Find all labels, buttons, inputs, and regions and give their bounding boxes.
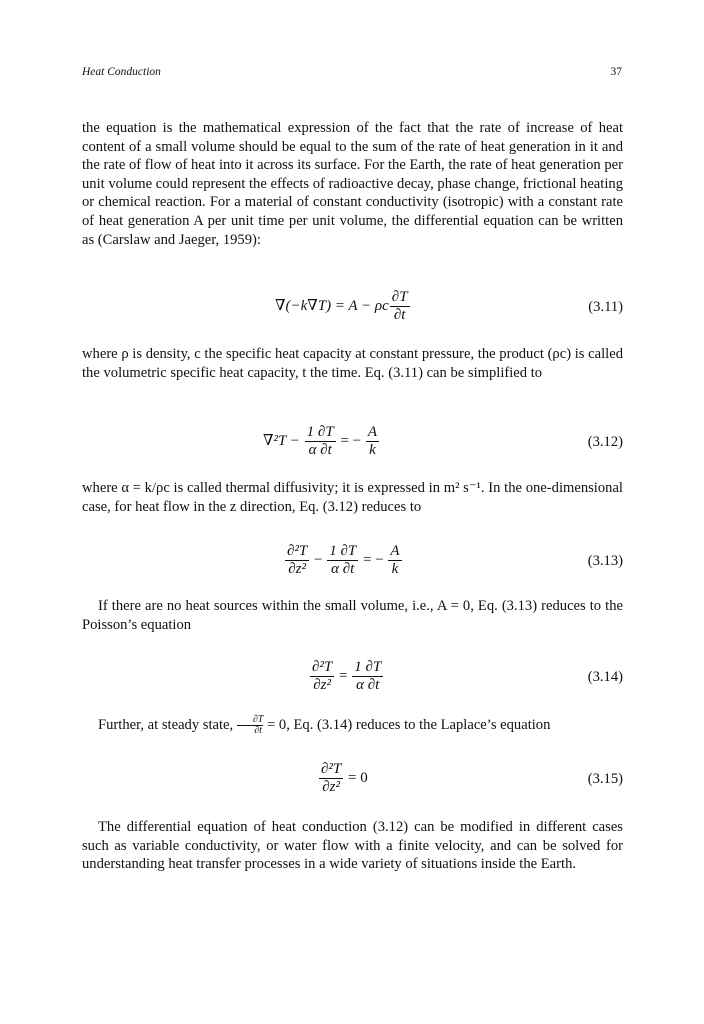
paragraph-laplace [82, 715, 623, 736]
inline-frac-den: ∂t [254, 725, 262, 736]
equation-3-12-label: (3.12) [587, 434, 623, 450]
paragraph-laplace-before: Further, at steady state, [98, 716, 234, 733]
eq314-f0-den: ∂z² [313, 677, 331, 693]
eq313-fraction-0 [285, 543, 309, 578]
inline-frac-num: ∂T [237, 715, 264, 726]
eq315-f0-num: ∂²T [321, 761, 342, 777]
equation-3-12-expression [263, 424, 380, 459]
eq313-f1-den: α ∂t [331, 561, 355, 577]
equation-3-14-label: (3.14) [587, 669, 623, 685]
inline-dT-dt-fraction [237, 715, 264, 736]
equation-3-12 [82, 424, 623, 464]
eq311-num: ∂T [391, 289, 408, 305]
running-title: Heat Conduction [82, 66, 161, 78]
eq311-den: ∂t [393, 307, 406, 323]
eq314-f1-num: 1 ∂T [354, 659, 382, 675]
paragraph-laplace-after: = 0, Eq. (3.14) reduces to the Laplace’s equation [267, 716, 551, 733]
eq312-f2-num: A [367, 424, 378, 440]
eq313-f0-den: ∂z² [288, 561, 306, 577]
equation-3-14-expression [309, 659, 384, 694]
eq313-equals: = − [363, 551, 384, 568]
page-number: 37 [610, 66, 622, 78]
eq312-f1-den: α ∂t [308, 442, 332, 458]
running-head [82, 66, 622, 84]
paragraph-density: where ρ is density, c the specific heat capacity at constant pressure, the product (ρc) is called the volumetric specific heat capacity, t the time. Eq. (3.11) can be simplified to [82, 346, 623, 381]
eq312-f2-den: k [369, 442, 376, 458]
equation-3-15-expression [318, 761, 368, 796]
eq313-f0-num: ∂²T [287, 543, 308, 559]
eq315-fraction-0 [319, 761, 343, 796]
eq314-equals: = [339, 667, 348, 684]
eq314-f1-den: α ∂t [356, 677, 380, 693]
equation-3-13 [82, 543, 623, 583]
eq311-fraction [390, 289, 410, 324]
paragraph-conclusion: The differential equation of heat conduction (3.12) can be modified in different cases such as variable conductivity, or water flow with a finite velocity, and can be solved for understanding heat transfer processes in a wide variety of situations inside the Earth. [82, 819, 623, 873]
paragraph-diffusivity: where α = k/ρc is called thermal diffusivity; it is expressed in m² s⁻¹. In the one-dimensional case, for heat flow in the z direction, Eq. (3.12) reduces to [82, 480, 623, 515]
paragraph-poisson: If there are no heat sources within the small volume, i.e., A = 0, Eq. (3.13) reduces to the Poisson’s equation [82, 598, 623, 633]
equation-3-14 [82, 659, 623, 699]
eq313-f2-den: k [391, 561, 399, 577]
eq312-equals: = − [340, 432, 362, 449]
eq314-f0-num: ∂²T [312, 659, 333, 675]
eq312-fraction-2 [366, 424, 379, 459]
eq313-f1-num: 1 ∂T [329, 543, 357, 559]
eq315-f0-den: ∂z² [322, 779, 340, 795]
equation-3-13-label: (3.13) [587, 553, 623, 569]
equation-3-15-label: (3.15) [587, 771, 623, 787]
eq312-f1-num: 1 ∂T [306, 424, 334, 440]
eq313-fraction-2 [388, 543, 401, 578]
eq313-fraction-1 [327, 543, 358, 578]
eq311-lhs: ∇(−k∇T) = A − ρc [275, 297, 389, 314]
eq312-fraction-1 [305, 424, 336, 459]
eq314-fraction-0 [310, 659, 334, 694]
paragraph-intro: the equation is the mathematical expression of the fact that the rate of increase of heat content of a small volume should be equal to the sum of the rate of heat generation in it and the rate of flow of heat into it across its surface. For the Earth, the rate of heat generation per unit volume could represent the effects of radioactive decay, phase change, frictional heating or chemical reaction. For a material of constant conductivity (isotropic) with a constant rate of heat generation A per unit time per unit volume, the differential equation can be written as (Carslaw and Jaeger, 1959): [82, 120, 623, 248]
eq314-fraction-1 [352, 659, 383, 694]
eq313-f2-num: A [390, 543, 400, 559]
equation-3-15 [82, 761, 623, 801]
equation-3-11 [82, 287, 623, 331]
eq313-minus: − [314, 551, 323, 568]
equation-3-11-expression [275, 289, 411, 324]
equation-3-13-expression [284, 543, 403, 578]
eq312-lhs: ∇²T − [263, 432, 300, 449]
eq315-rhs: = 0 [348, 769, 368, 786]
equation-3-11-label: (3.11) [588, 299, 623, 315]
